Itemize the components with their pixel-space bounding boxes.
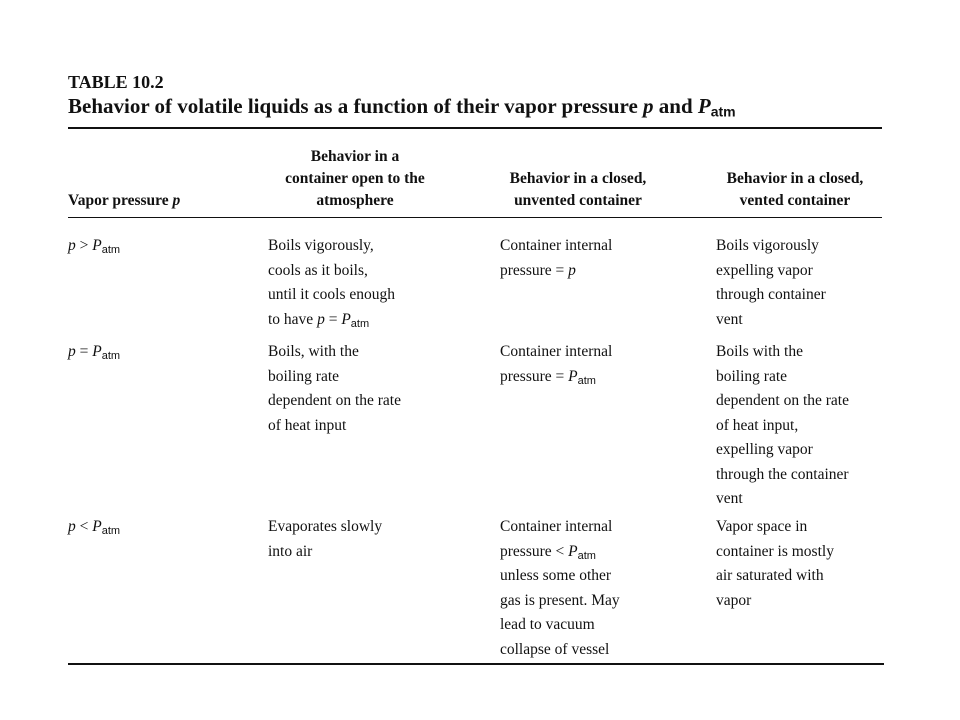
row3-condition: $p < P_{atm}$	[68, 518, 121, 537]
row1-condition: $p > P_{atm}$	[68, 237, 121, 256]
table-title: Behavior of volatile liquids as a function of their vapor pressure p and $P_{atm}$	[68, 94, 736, 120]
row2-closed-vented: Boils with the boiling rate dependent on the rate of heat input, expelling vapor through the container vent	[716, 343, 849, 507]
table-number: TABLE 10.2	[68, 72, 164, 92]
header-rule	[68, 217, 882, 218]
row3-closed-unvented: Container internal pressure < $P_{atm}$ unless some other gas is present. May lead to vacuum collapse of vessel	[500, 518, 620, 658]
row1-open-container: Boils vigorously, cools as it boils, until it cools enough to have $p = P_{atm}$	[268, 237, 396, 330]
header-closed-vented: Behavior in a closed, vented container	[726, 170, 864, 209]
header-open-container: Behavior in a container open to the atmosphere	[285, 148, 425, 209]
top-rule	[68, 127, 882, 129]
bottom-rule	[68, 663, 884, 665]
row2-closed-unvented: Container internal pressure = $P_{atm}$	[500, 343, 613, 387]
row1-closed-unvented: Container internal pressure = p	[500, 237, 613, 279]
row3-closed-vented: Vapor space in container is mostly air saturated with vapor	[716, 518, 834, 609]
row2-condition: $p = P_{atm}$	[68, 343, 121, 362]
row1-closed-vented: Boils vigorously expelling vapor through container vent	[716, 237, 826, 328]
header-closed-unvented: Behavior in a closed, unvented container	[509, 170, 647, 209]
row3-open-container: Evaporates slowly into air	[268, 518, 383, 560]
row2-open-container: Boils, with the boiling rate dependent on the rate of heat input	[268, 343, 401, 434]
header-vapor-pressure: Vapor pressure p	[68, 192, 181, 209]
